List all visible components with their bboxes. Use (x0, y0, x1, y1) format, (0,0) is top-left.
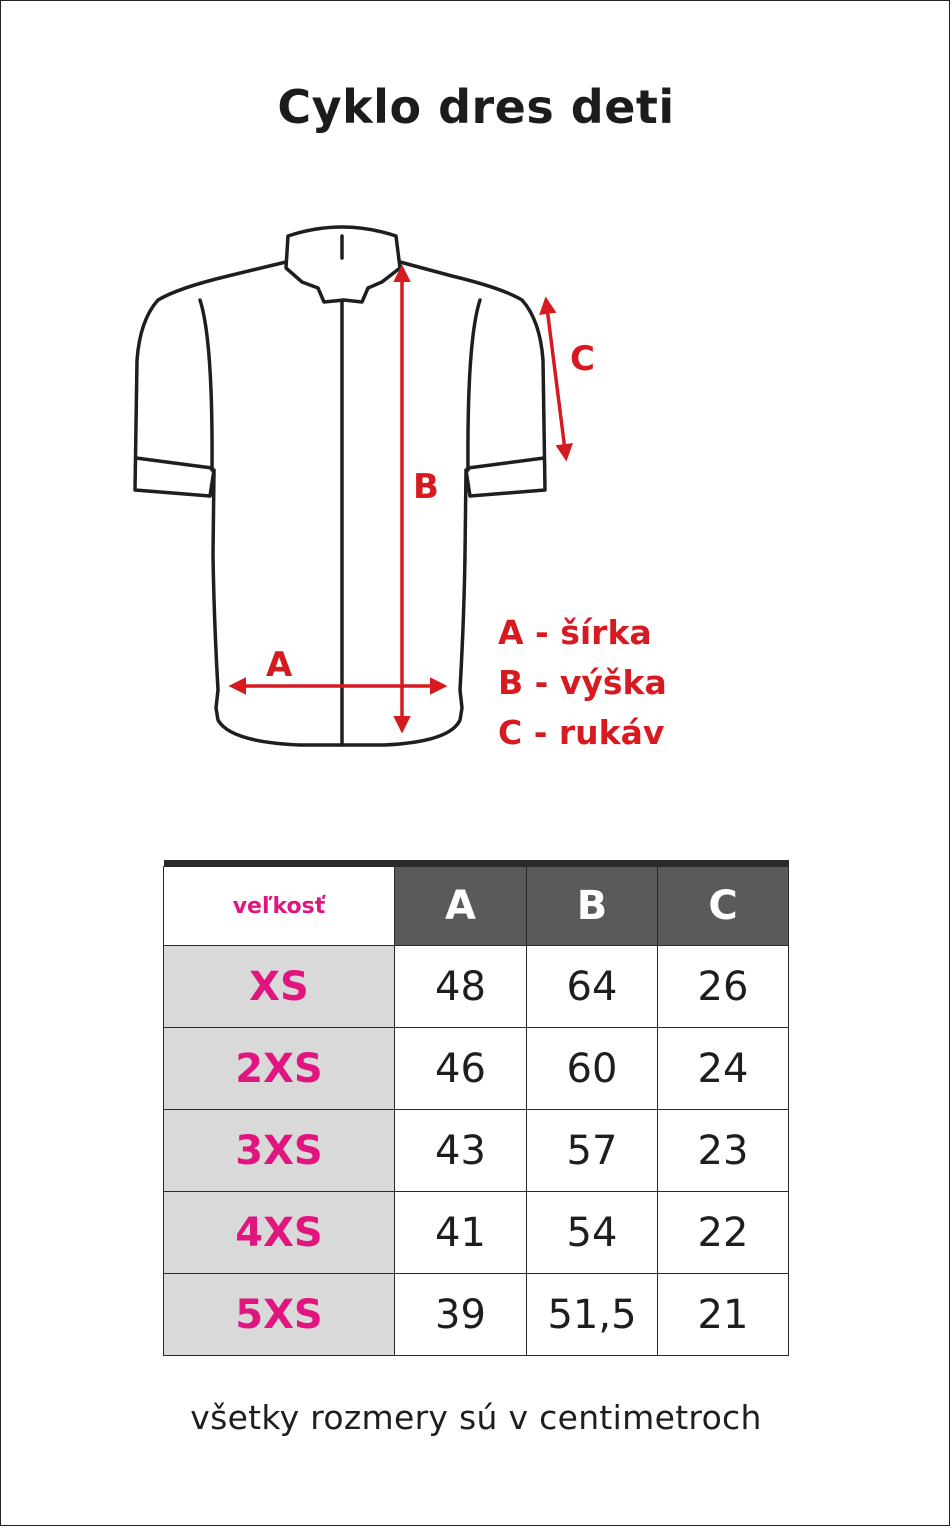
value-cell: 26 (658, 946, 789, 1028)
corner-label: veľkosť (164, 867, 395, 946)
column-header-c: C (658, 867, 789, 946)
value-cell: 24 (658, 1028, 789, 1110)
value-cell: 43 (395, 1110, 527, 1192)
table-row (164, 946, 789, 1028)
value-cell: 60 (527, 1028, 658, 1110)
value-cell: 41 (395, 1192, 527, 1274)
page-title: Cyklo dres deti (277, 80, 675, 134)
column-header-b: B (527, 867, 658, 946)
value-cell: 21 (658, 1274, 789, 1356)
value-cell: 64 (527, 946, 658, 1028)
legend-item-c: C - rukáv (498, 713, 665, 752)
value-cell: 46 (395, 1028, 527, 1110)
table-row (164, 1110, 789, 1192)
size-cell: 3XS (164, 1110, 395, 1192)
value-cell: 57 (527, 1110, 658, 1192)
value-cell: 39 (395, 1274, 527, 1356)
value-cell: 23 (658, 1110, 789, 1192)
table-row (164, 1028, 789, 1110)
size-cell: 2XS (164, 1028, 395, 1110)
value-cell: 54 (527, 1192, 658, 1274)
label-c: C (570, 339, 595, 379)
legend-item-a: A - šírka (498, 613, 652, 652)
footnote: všetky rozmery sú v centimetroch (190, 1398, 762, 1437)
legend (498, 608, 667, 758)
size-cell: 5XS (164, 1274, 395, 1356)
size-cell: XS (164, 946, 395, 1028)
value-cell: 48 (395, 946, 527, 1028)
label-a: A (266, 645, 293, 685)
table-header-row (164, 867, 789, 946)
size-table (163, 860, 789, 1356)
column-header-a: A (395, 867, 527, 946)
arrow-c (546, 300, 566, 458)
size-cell: 4XS (164, 1192, 395, 1274)
table-row (164, 1274, 789, 1356)
legend-item-b: B - výška (498, 663, 667, 702)
jersey-outline (135, 227, 545, 745)
table-row (164, 1192, 789, 1274)
value-cell: 51,5 (527, 1274, 658, 1356)
value-cell: 22 (658, 1192, 789, 1274)
label-b: B (413, 467, 439, 507)
